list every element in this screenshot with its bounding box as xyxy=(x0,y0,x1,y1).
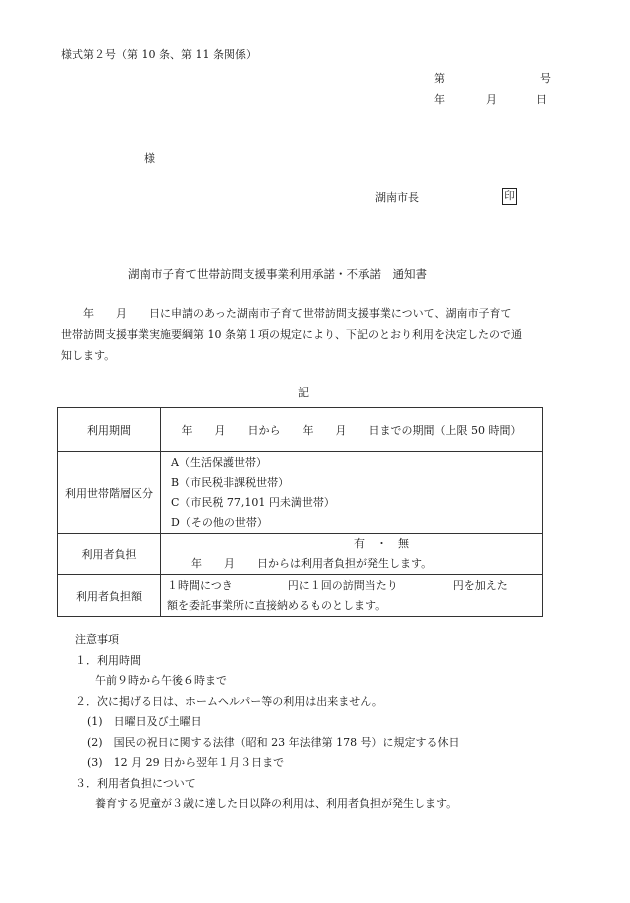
note-2-sub-1: (1) 日曜日及び土曜日 xyxy=(87,715,202,728)
intro-paragraph xyxy=(61,303,551,366)
doc-number-suffix: 号 xyxy=(540,72,551,85)
intro-line-1: 年 月 日に申請のあった湖南市子育て世帯訪問支援事業について、湖南市子育て xyxy=(61,307,512,320)
issuer: 湖南市長 xyxy=(375,191,419,204)
amount-line-2: 額を委託事業所に直接納めるものとします。 xyxy=(167,598,387,612)
tier-option-b: B（市民税非課税世帯） xyxy=(171,475,290,489)
table-row-burden xyxy=(58,534,543,575)
tier-option-a: A（生活保護世帯） xyxy=(171,455,267,469)
amount-value xyxy=(161,575,543,617)
note-2-sub-3: (3) 12 月 29 日から翌年１月３日まで xyxy=(87,756,285,769)
tier-option-d: D（その他の世帯） xyxy=(171,515,268,529)
note-3-title: ３．利用者負担について xyxy=(75,776,196,790)
burden-choice: 有 ・ 無 xyxy=(354,537,409,550)
date-month: 月 xyxy=(486,93,497,106)
table-row-period xyxy=(58,408,543,452)
date-day: 日 xyxy=(536,93,547,106)
burden-value xyxy=(161,534,543,575)
period-value: 年 月 日から 年 月 日までの期間（上限 50 時間） xyxy=(161,408,543,452)
note-2-sub-2: (2) 国民の祝日に関する法律（昭和 23 年法律第 178 号）に規定する休日 xyxy=(87,735,460,749)
amount-label: 利用者負担額 xyxy=(58,575,161,617)
decision-table xyxy=(57,407,543,617)
intro-line-3: 知します。 xyxy=(61,349,116,362)
document-title: 湖南市子育て世帯訪問支援事業利用承諾・不承諾 通知書 xyxy=(128,267,427,281)
ki-heading: 記 xyxy=(298,386,309,399)
addressee-suffix: 様 xyxy=(144,152,155,165)
note-3-body: 養育する児童が３歳に達した日以降の利用は、利用者負担が発生します。 xyxy=(95,797,458,810)
period-label: 利用期間 xyxy=(58,408,161,452)
burden-label: 利用者負担 xyxy=(58,534,161,575)
note-1-body: 午前９時から午後６時まで xyxy=(95,674,227,687)
seal-mark: 印 xyxy=(502,188,517,205)
tier-options xyxy=(161,452,543,534)
burden-from: 年 月 日からは利用者負担が発生します。 xyxy=(191,557,433,570)
tier-option-c: C（市民税 77,101 円未満世帯） xyxy=(171,495,335,509)
date-year: 年 xyxy=(434,93,445,106)
amount-line-1: １時間につき 円に１回の訪問当たり 円を加えた xyxy=(167,578,508,592)
note-1-title: １．利用時間 xyxy=(75,653,141,667)
form-label: 様式第２号（第 10 条、第 11 条関係） xyxy=(61,48,257,61)
doc-number-prefix: 第 xyxy=(434,72,445,85)
tier-label: 利用世帯階層区分 xyxy=(58,452,161,534)
notes-section xyxy=(75,630,460,815)
intro-line-2: 世帯訪問支援事業実施要綱第 10 条第１項の規定により、下記のとおり利用を決定したので通 xyxy=(61,328,522,341)
note-2-title: ２．次に掲げる日は、ホームヘルパー等の利用は出来ません。 xyxy=(75,694,383,708)
table-row-tier xyxy=(58,452,543,534)
notes-heading: 注意事項 xyxy=(75,633,119,646)
table-row-amount xyxy=(58,575,543,617)
